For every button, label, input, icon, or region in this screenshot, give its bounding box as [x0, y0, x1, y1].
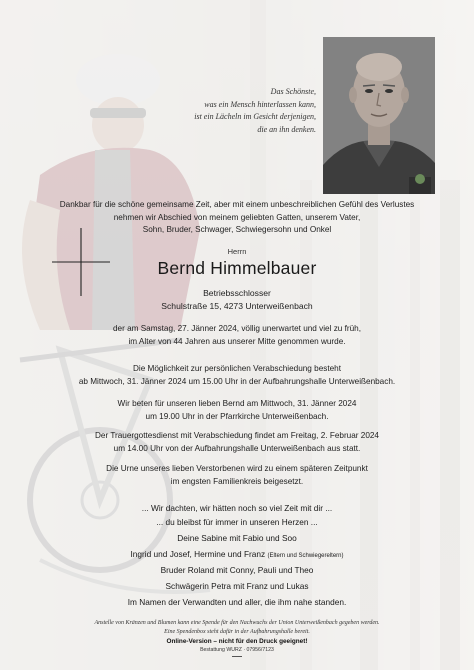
mourner-parents-names: Ingrid und Josef, Hermine und Franz — [130, 549, 266, 559]
mourner-relatives: Im Namen der Verwandten und aller, die ihm nahe standen. — [127, 597, 347, 607]
paragraph-line: um 19.00 Uhr in der Pfarrkirche Unterweißenbach. — [145, 411, 329, 421]
service-paragraph — [40, 430, 434, 455]
intro-line: nehmen wir Abschied von meinem geliebten Gatten, unserem Vater, — [113, 212, 361, 222]
mourner-parents — [0, 549, 474, 559]
paragraph-line: Wir beten für unseren lieben Bernd am Mittwoch, 31. Jänner 2024 — [117, 399, 357, 408]
quote-line: was ein Mensch hinterlassen kann, — [204, 99, 316, 109]
mourner-wife: Deine Sabine mit Fabio und Soo — [177, 533, 297, 543]
farewell-paragraph — [40, 363, 434, 388]
deceased-occupation: Betriebsschlosser — [203, 288, 271, 298]
intro-line: Sohn, Bruder, Schwager, Schwiegersohn und Onkel — [142, 225, 332, 235]
undertaker-info: Bestattung WURZ · 07956/7123 — [200, 647, 274, 653]
mourner-parents-note: (Eltern und Schwiegereltern) — [267, 553, 344, 559]
urn-paragraph — [40, 463, 434, 488]
mourner-sister-in-law: Schwägerin Petra mit Franz und Lukas — [165, 581, 309, 591]
prayer-paragraph — [40, 398, 434, 423]
donation-note: Eine Spendenbox steht dafür in der Aufbahrungshalle bereit. — [164, 629, 310, 635]
online-version-notice: Online-Version – nicht für den Druck geeignet! — [166, 638, 308, 645]
quote-line: Das Schönste, — [270, 87, 316, 96]
mourner-brother: Bruder Roland mit Conny, Pauli und Theo — [160, 565, 314, 575]
paragraph-line: ab Mittwoch, 31. Jänner 2024 um 15.00 Uhr in der Aufbahrungshalle Unterweißenbach. — [78, 376, 396, 386]
footer-rule — [232, 656, 242, 657]
paragraph-line: um 14.00 Uhr von der Aufbahrungshalle Unterweißenbach aus statt. — [113, 443, 361, 453]
paragraph-line: im Alter von 44 Jahren aus unserer Mitte genommen wurde. — [128, 336, 346, 346]
quote-line: ist ein Lächeln im Gesicht derjenigen, — [194, 112, 316, 121]
paragraph-line: der am Samstag, 27. Jänner 2024, völlig unerwartet und viel zu früh, — [112, 324, 362, 333]
memorial-quote — [146, 86, 316, 136]
salutation: Herrn — [227, 247, 247, 256]
quote-line: die an ihn denken. — [257, 124, 316, 134]
deceased-address: Schulstraße 15, 4273 Unterweißenbach — [161, 301, 313, 311]
death-paragraph — [40, 323, 434, 348]
intro-line: Dankbar für die schöne gemeinsame Zeit, aber mit einem unbeschreiblichen Gefühl des Verlustes — [59, 200, 415, 209]
paragraph-line: Die Möglichkeit zur persönlichen Verabschiedung besteht — [133, 364, 341, 373]
paragraph-line: im engsten Familienkreis beigesetzt. — [170, 476, 304, 486]
paragraph-line: Der Trauergottesdienst mit Verabschiedung findet am Freitag, 2. Februar 2024 — [95, 431, 379, 440]
closing-line: ... Wir dachten, wir hätten noch so viel Zeit mit dir ... — [141, 503, 333, 513]
closing-line: ... du bleibst für immer in unseren Herzen ... — [156, 517, 318, 527]
paragraph-line: Die Urne unseres lieben Verstorbenen wird zu einem späteren Zeitpunkt — [106, 464, 368, 473]
donation-note: Anstelle von Kränzen und Blumen kann eine Spende für den Nachwuchs der Union Unterweißenbach gegeben werden. — [94, 620, 380, 626]
portrait-photo — [323, 37, 435, 194]
deceased-name: Bernd Himmelbauer — [157, 258, 317, 278]
